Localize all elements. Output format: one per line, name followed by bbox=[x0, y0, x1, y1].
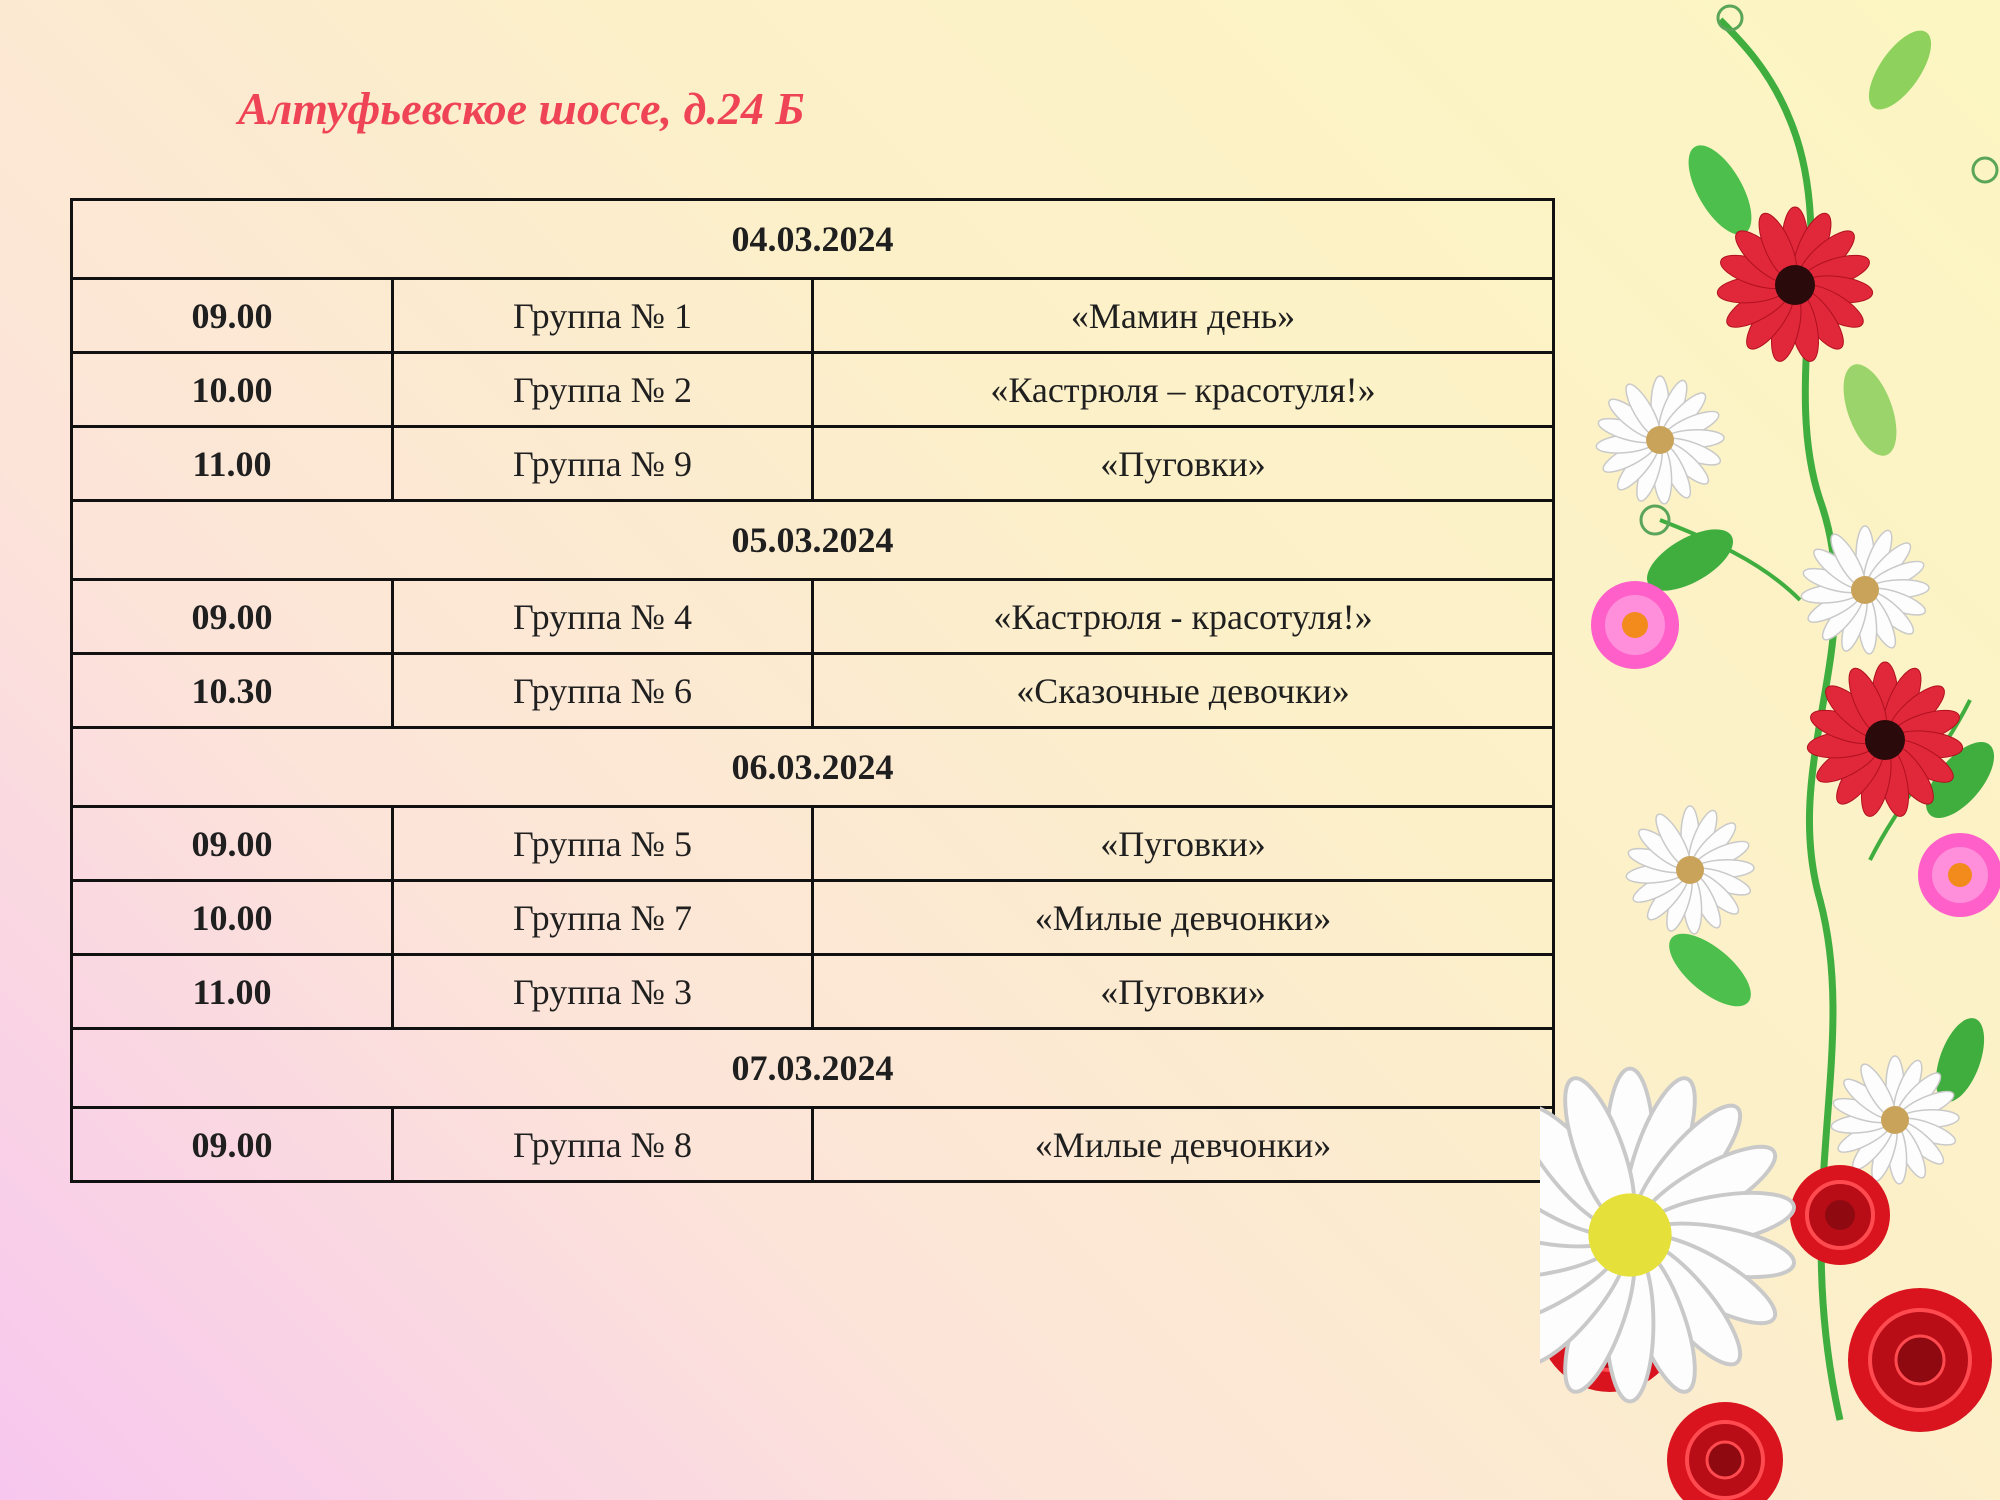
event-cell: «Пуговки» bbox=[813, 427, 1554, 501]
vine-icon bbox=[1973, 158, 1997, 182]
date-cell: 04.03.2024 bbox=[72, 200, 1554, 279]
date-row bbox=[72, 728, 1554, 807]
date-row bbox=[72, 1029, 1554, 1108]
date-row bbox=[72, 200, 1554, 279]
time-cell: 09.00 bbox=[72, 279, 393, 353]
red-rose-icon bbox=[1540, 1248, 1682, 1392]
vine-icon bbox=[1718, 6, 1742, 30]
time-cell: 10.00 bbox=[72, 881, 393, 955]
red-gerbera-icon bbox=[1716, 207, 1874, 364]
white-daisy-icon bbox=[1800, 526, 1929, 654]
event-cell: «Пуговки» bbox=[813, 807, 1554, 881]
group-cell: Группа № 7 bbox=[393, 881, 813, 955]
group-cell: Группа № 6 bbox=[393, 654, 813, 728]
date-row bbox=[72, 501, 1554, 580]
event-cell: «Пуговки» bbox=[813, 955, 1554, 1029]
leaf-icon bbox=[1676, 136, 1764, 245]
event-cell: «Милые девчонки» bbox=[813, 881, 1554, 955]
table-row bbox=[72, 353, 1554, 427]
time-cell: 10.00 bbox=[72, 353, 393, 427]
time-cell: 09.00 bbox=[72, 807, 393, 881]
table-row bbox=[72, 279, 1554, 353]
red-gerbera-icon bbox=[1806, 662, 1964, 819]
pink-daisy-icon bbox=[1918, 833, 2000, 917]
group-cell: Группа № 8 bbox=[393, 1108, 813, 1182]
red-rose-icon bbox=[1790, 1165, 1890, 1265]
table-row bbox=[72, 881, 1554, 955]
leaf-icon bbox=[1926, 1012, 1994, 1108]
table-row bbox=[72, 955, 1554, 1029]
date-cell: 06.03.2024 bbox=[72, 728, 1554, 807]
table-row bbox=[72, 654, 1554, 728]
schedule-table bbox=[70, 198, 1555, 1183]
time-cell: 10.30 bbox=[72, 654, 393, 728]
white-daisy-icon bbox=[1540, 1069, 1798, 1402]
vine-icon bbox=[1660, 520, 1800, 600]
white-daisy-icon bbox=[1595, 376, 1724, 504]
pink-daisy-icon bbox=[1591, 581, 1679, 669]
white-daisy-icon bbox=[1830, 1056, 1959, 1184]
leaf-icon bbox=[1637, 517, 1742, 603]
leaf-icon bbox=[1833, 357, 1907, 462]
table-row bbox=[72, 427, 1554, 501]
table-row bbox=[72, 1108, 1554, 1182]
table-row bbox=[72, 807, 1554, 881]
event-cell: «Кастрюля - красотуля!» bbox=[813, 580, 1554, 654]
page-title: Алтуфьевское шоссе, д.24 Б bbox=[238, 83, 805, 134]
red-rose-icon bbox=[1667, 1402, 1783, 1500]
group-cell: Группа № 4 bbox=[393, 580, 813, 654]
event-cell: «Милые девчонки» bbox=[813, 1108, 1554, 1182]
vine-icon bbox=[1641, 506, 1669, 534]
time-cell: 11.00 bbox=[72, 427, 393, 501]
event-cell: «Кастрюля – красотуля!» bbox=[813, 353, 1554, 427]
vine-icon bbox=[1720, 20, 1840, 1420]
leaf-icon bbox=[1914, 731, 2000, 830]
leaf-icon bbox=[1857, 21, 1943, 119]
date-cell: 07.03.2024 bbox=[72, 1029, 1554, 1108]
time-cell: 09.00 bbox=[72, 580, 393, 654]
floral-decoration bbox=[1540, 0, 2000, 1500]
red-rose-icon bbox=[1848, 1288, 1992, 1432]
date-cell: 05.03.2024 bbox=[72, 501, 1554, 580]
group-cell: Группа № 3 bbox=[393, 955, 813, 1029]
white-daisy-icon bbox=[1625, 806, 1754, 934]
table-row bbox=[72, 580, 1554, 654]
group-cell: Группа № 1 bbox=[393, 279, 813, 353]
time-cell: 11.00 bbox=[72, 955, 393, 1029]
group-cell: Группа № 2 bbox=[393, 353, 813, 427]
group-cell: Группа № 9 bbox=[393, 427, 813, 501]
event-cell: «Сказочные девочки» bbox=[813, 654, 1554, 728]
leaf-icon bbox=[1658, 921, 1763, 1019]
time-cell: 09.00 bbox=[72, 1108, 393, 1182]
event-cell: «Мамин день» bbox=[813, 279, 1554, 353]
group-cell: Группа № 5 bbox=[393, 807, 813, 881]
vine-icon bbox=[1870, 700, 1970, 860]
